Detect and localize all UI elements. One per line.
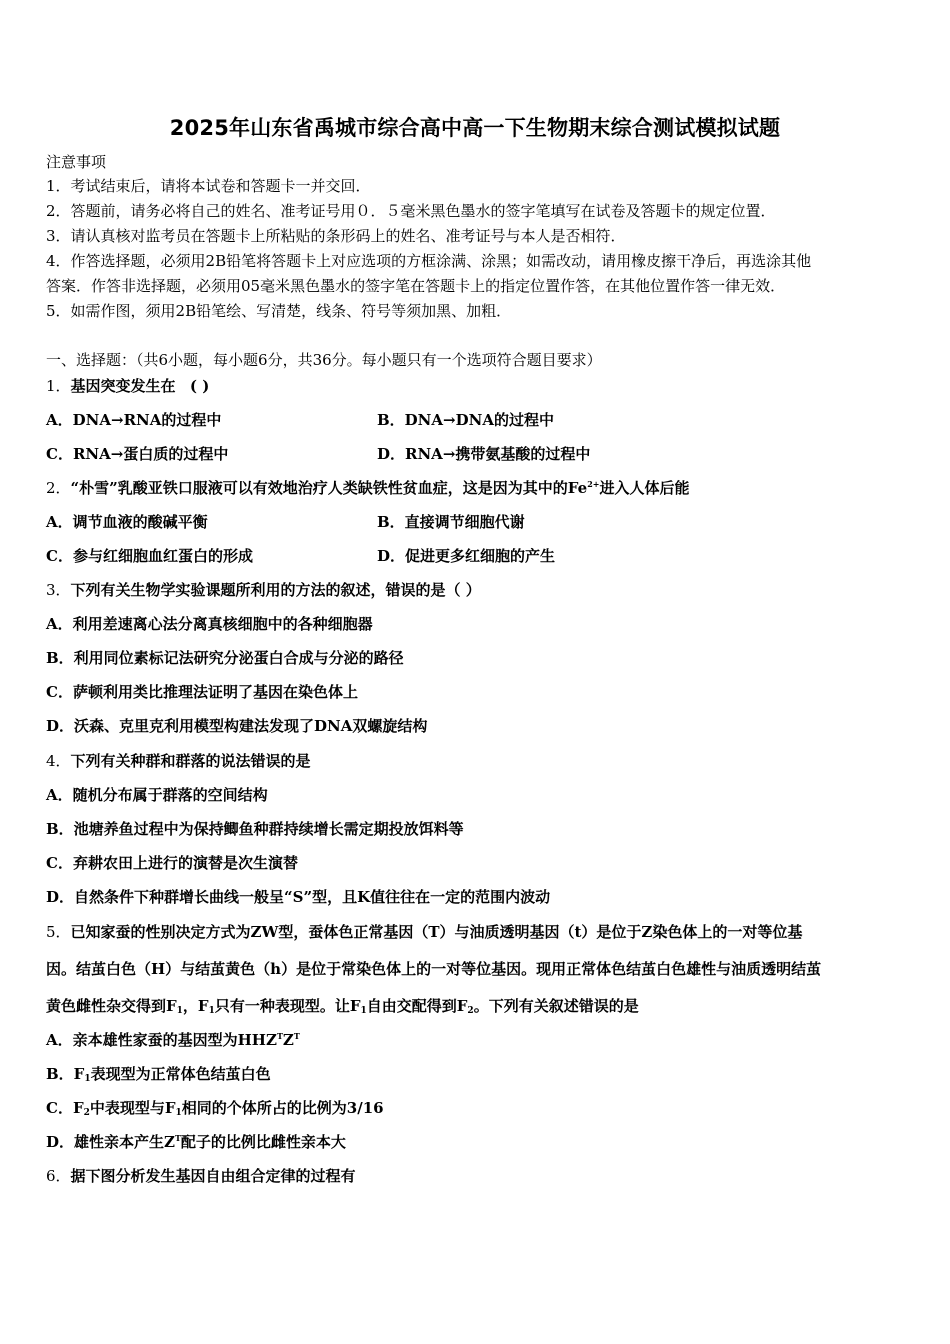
superscript: T [276, 1031, 283, 1041]
option-a[interactable]: A．调节血液的酸碱平衡 [46, 513, 208, 531]
question-stem-tail: 进入人体后能 [599, 479, 690, 497]
subscript: 2 [83, 1108, 90, 1118]
option-c[interactable]: C．弃耕农田上进行的演替是次生演替 [46, 854, 298, 872]
option-b[interactable]: B．池塘养鱼过程中为保持鲫鱼种群持续增长需定期投放饵料等 [46, 820, 464, 838]
notice-item: 2．答题前，请务必将自己的姓名、准考证号用０．５毫米黑色墨水的签字笔填写在试卷及答题卡的规定位置． [46, 202, 776, 220]
text-run: 表现型为正常体色结茧白色 [90, 1065, 271, 1083]
question-stem: 已知家蚕的性别决定方式为ZW型，蚕体色正常基因（T）与油质透明基因（t）是位于Z染色体上的一对等位基 [70, 923, 803, 941]
option-b[interactable] [46, 1064, 271, 1084]
option-a[interactable]: A．DNA→RNA的过程中 [46, 411, 222, 429]
question-stem: 下列有关种群和群落的说法错误的是 [70, 752, 311, 770]
option-a[interactable]: A．利用差速离心法分离真核细胞中的各种细胞器 [46, 615, 373, 633]
notice-item: 4．作答选择题，必须用2B铅笔将答题卡上对应选项的方框涂满、涂黑；如需改动，请用橡皮擦干净后，再选涂其他 [46, 252, 812, 270]
text-run: ，F [182, 997, 209, 1015]
option-c[interactable]: C．参与红细胞血红蛋白的形成 [46, 547, 253, 565]
question-3 [46, 580, 481, 600]
notice-item: 3．请认真核对监考员在答题卡上所粘贴的条形码上的姓名、准考证号与本人是否相符． [46, 227, 626, 245]
option-d[interactable]: D．沃森、克里克利用模型构建法发现了DNA双螺旋结构 [46, 717, 428, 735]
subscript: 1 [208, 1006, 215, 1016]
notice-item: 答案．作答非选择题，必须用05毫米黑色墨水的签字笔在答题卡上的指定位置作答，在其他位置作答一律无效． [46, 277, 786, 295]
question-stem: 下列有关生物学实验课题所利用的方法的叙述，错误的是（ ） [70, 581, 481, 599]
subscript: 1 [175, 1108, 182, 1118]
notice-heading: 注意事项 [46, 153, 107, 171]
text-run: D．雄性亲本产生Z [46, 1133, 175, 1151]
option-a[interactable] [46, 1030, 300, 1050]
notice-item: 1．考试结束后，请将本试卷和答题卡一并交回． [46, 177, 371, 195]
text-run: A．亲本雄性家蚕的基因型为HHZ [46, 1031, 277, 1049]
text-run: Z [282, 1031, 294, 1049]
option-d[interactable]: D．促进更多红细胞的产生 [377, 547, 556, 565]
text-run: 相同的个体所占的比例为3/16 [181, 1099, 384, 1117]
question-4 [46, 751, 311, 771]
superscript: 2+ [587, 479, 600, 489]
option-b[interactable]: B．DNA→DNA的过程中 [377, 411, 554, 429]
text-run: 自由交配得到F [366, 997, 468, 1015]
subscript: 2 [467, 1006, 474, 1016]
subscript: 1 [176, 1006, 183, 1016]
subscript: 1 [360, 1006, 367, 1016]
text-run: C．F [46, 1099, 84, 1117]
question-5-line-2: 因。结茧白色（H）与结茧黄色（h）是位于常染色体上的一对等位基因。现用正常体色结茧白色雄性与油质透明结茧 [46, 960, 822, 978]
answer-paren: ( ) [189, 377, 210, 395]
question-number: 3． [46, 581, 71, 599]
question-number: 1． [46, 377, 71, 395]
text-run: 。下列有关叙述错误的是 [473, 997, 639, 1015]
question-6 [46, 1166, 356, 1186]
notice-item: 5．如需作图，须用2B铅笔绘、写清楚，线条、符号等须加黑、加粗． [46, 302, 512, 320]
section-heading: 一、选择题：（共6小题，每小题6分，共36分。每小题只有一个选项符合题目要求） [46, 351, 602, 369]
option-c[interactable]: C．RNA→蛋白质的过程中 [46, 445, 229, 463]
question-stem: “朴雪”乳酸亚铁口服液可以有效地治疗人类缺铁性贫血症，这是因为其中的Fe [70, 479, 588, 497]
question-5 [46, 922, 802, 942]
option-c[interactable]: C．萨顿利用类比推理法证明了基因在染色体上 [46, 683, 358, 701]
question-stem: 基因突变发生在 [70, 377, 176, 395]
option-b[interactable]: B．直接调节细胞代谢 [377, 513, 525, 531]
option-d[interactable]: D．自然条件下种群增长曲线一般呈“S”型，且K值往往在一定的范围内波动 [46, 888, 551, 906]
question-number: 4． [46, 752, 71, 770]
question-1 [46, 376, 209, 396]
text-run: 中表现型与F [89, 1099, 176, 1117]
question-5-line-3 [46, 996, 639, 1016]
option-c[interactable] [46, 1098, 384, 1118]
text-run: 只有一种表现型。让F [214, 997, 361, 1015]
option-b[interactable]: B．利用同位素标记法研究分泌蛋白合成与分泌的路径 [46, 649, 404, 667]
option-d[interactable] [46, 1132, 346, 1152]
text-run: 配子的比例比雌性亲本大 [180, 1133, 346, 1151]
superscript: T [174, 1133, 181, 1143]
text-run: B．F [46, 1065, 85, 1083]
superscript: T [293, 1031, 300, 1041]
option-a[interactable]: A．随机分布属于群落的空间结构 [46, 786, 268, 804]
subscript: 1 [84, 1074, 91, 1084]
question-2 [46, 478, 689, 498]
question-number: 6． [46, 1167, 71, 1185]
question-number: 5． [46, 923, 71, 941]
option-d[interactable]: D．RNA→携带氨基酸的过程中 [377, 445, 591, 463]
page-title: 2025年山东省禹城市综合高中高一下生物期末综合测试模拟试题 [169, 116, 781, 140]
question-stem: 据下图分析发生基因自由组合定律的过程有 [70, 1167, 356, 1185]
question-number: 2． [46, 479, 71, 497]
text-run: 黄色雌性杂交得到F [46, 997, 177, 1015]
